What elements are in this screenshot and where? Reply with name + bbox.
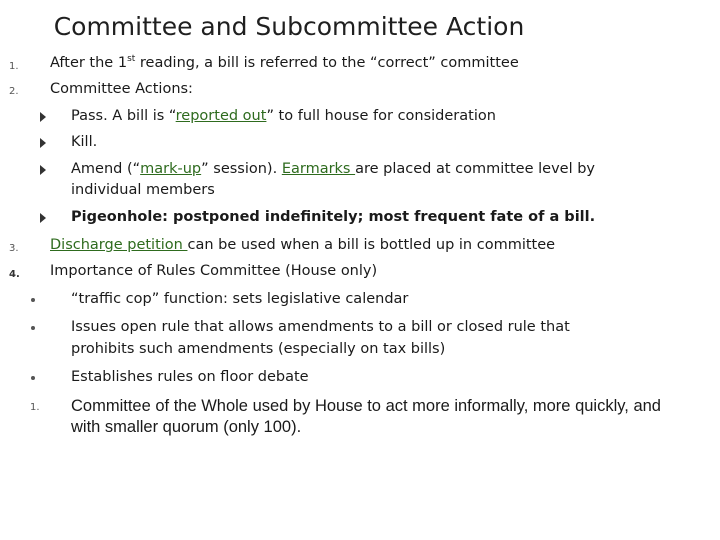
discharge-petition-link[interactable]: Discharge petition [50,237,188,253]
item-number: 3. [9,243,19,254]
action-text: are placed at committee level by [355,161,595,177]
item-text: can be used when a bill is bottled up in committee [187,237,556,253]
bullet-dot-icon [31,326,35,330]
rules-point-traffic-cop: “traffic cop” function: sets legislative calendar [71,291,409,307]
arrow-bullet-icon [40,213,46,223]
item-number: 1. [9,61,19,72]
bullet-dot-icon [31,376,35,380]
rules-point-floor-debate: Establishes rules on floor debate [71,369,309,385]
item-text: reading, a bill is referred to the “correct” committee [135,55,519,71]
mark-up-link[interactable]: mark-up [140,161,202,177]
slide-title: Committee and Subcommittee Action [53,12,525,41]
earmarks-link[interactable]: Earmarks [281,161,356,177]
action-kill: Kill. [71,134,98,150]
rules-point-open-closed: Issues open rule that allows amendments to a bill or closed rule that [71,319,570,335]
item-discharge-petition [50,236,555,255]
item-number: 2. [9,86,19,97]
ordinal-suffix: st [127,54,136,65]
bullet-dot-icon [31,298,35,302]
arrow-bullet-icon [40,112,46,122]
action-text: Amend (“ [71,161,141,177]
action-amend-continued: individual members [71,182,215,198]
action-text: ” to full house for consideration [266,108,496,124]
item-rules-committee: Importance of Rules Committee (House only) [50,263,378,279]
action-pigeonhole: Pigeonhole: postponed indefinitely; most frequent fate of a bill. [71,209,596,225]
reported-out-link[interactable]: reported out [175,108,267,124]
item-committee-actions: Committee Actions: [50,81,193,97]
item-text: After the 1 [50,55,128,71]
arrow-bullet-icon [40,165,46,175]
committee-of-the-whole: Committee of the Whole used by House to act more informally, more quickly, and with smaller quorum (only 100). [71,397,661,436]
rules-point-open-closed-continued: prohibits such amendments (especially on tax bills) [71,341,446,357]
item-number: 4. [9,269,20,280]
action-text: ” session). [201,161,282,177]
action-pass [71,107,496,126]
arrow-bullet-icon [40,138,46,148]
action-text: Pass. A bill is “ [71,108,176,124]
item-number: 1. [30,402,40,413]
item-referral [50,54,519,73]
action-amend [71,160,595,179]
